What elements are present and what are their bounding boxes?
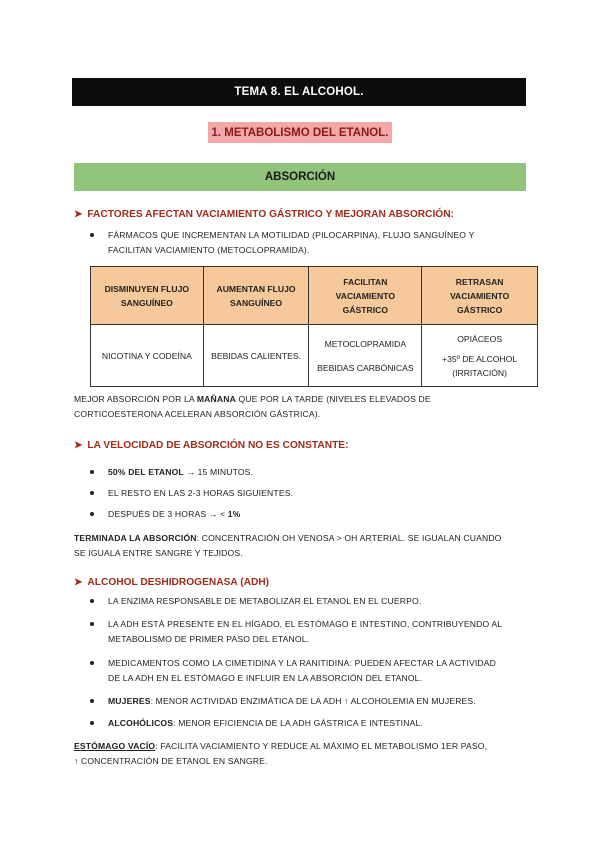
list-item	[90, 465, 510, 480]
text-run: CORTICOESTERONA ACELERAN ABSORCIÓN GÁSTRICA).	[74, 409, 321, 419]
table-header: DISMINUYEN FLUJO SANGUÍNEO	[91, 267, 204, 325]
arrow-icon: ➤	[74, 209, 83, 220]
table-cell: BEBIDAS CALIENTES.	[203, 325, 309, 387]
list-item-text: FÁRMACOS QUE INCREMENTAN LA MOTILIDAD (PILOCARPINA), FLUJO SANGUÍNEO Y	[108, 230, 475, 240]
text-bold: TERMINADA LA ABSORCIÓN	[74, 533, 197, 543]
table-row	[91, 325, 538, 387]
list-item	[90, 694, 510, 709]
table-cell: NICOTINA Y CODEÍNA	[91, 325, 204, 387]
paragraph-manana	[74, 392, 524, 422]
text-run: MEJOR ABSORCIÓN POR LA	[74, 394, 197, 404]
heading-factores-text: FACTORES AFECTAN VACIAMIENTO GÁSTRICO Y MEJORAN ABSORCIÓN:	[87, 209, 454, 220]
text-run: : FACILITA VACIAMIENTO Y REDUCE AL MÁXIMO EL METABOLISMO 1ER PASO,	[155, 741, 488, 751]
table-header: FACILITAN VACIAMIENTO GÁSTRICO	[309, 267, 422, 325]
section-title: 1. METABOLISMO DEL ETANOL.	[208, 122, 392, 143]
subsection-title: ABSORCIÓN	[74, 163, 526, 191]
text-bold: 1%	[227, 509, 241, 519]
bullet-icon	[90, 622, 94, 626]
heading-factores	[74, 209, 454, 220]
bullet-icon	[90, 699, 94, 703]
paragraph-estomago	[74, 739, 524, 769]
cell-line: BEBIDAS CARBÓNICAS	[317, 362, 414, 373]
heading-velocidad	[74, 440, 349, 451]
bullet-icon	[90, 512, 94, 516]
text-run: DESPUÉS DE 3 HORAS → <	[108, 509, 228, 519]
heading-velocidad-text: LA VELOCIDAD DE ABSORCIÓN NO ES CONSTANTE:	[87, 440, 349, 451]
list-item	[90, 594, 510, 609]
table-header-row	[91, 267, 538, 325]
paragraph-terminada	[74, 531, 524, 561]
list-item	[90, 617, 510, 647]
list-item-text: DE LA ADH EN EL ESTÓMAGO E INFLUIR EN LA ABSORCIÓN DEL ETANOL.	[108, 673, 423, 683]
bullet-icon	[90, 661, 94, 665]
heading-adh-text: ALCOHOL DESHIDROGENASA (ADH)	[87, 577, 270, 588]
list-item-text: EL RESTO EN LAS 2-3 HORAS SIGUIENTES.	[108, 488, 294, 498]
text-run: → 15 MINUTOS.	[183, 467, 254, 477]
page-title: TEMA 8. EL ALCOHOL.	[72, 78, 526, 106]
text-run: : CONCENTRACIÓN OH VENOSA > OH ARTERIAL. SE IGUALAN CUANDO	[196, 533, 502, 543]
list-item	[90, 507, 510, 522]
list-item	[90, 656, 510, 686]
text-bold: MAÑANA	[196, 394, 236, 404]
bullet-icon	[90, 599, 94, 603]
bullet-icon	[90, 233, 94, 237]
list-item	[90, 228, 510, 258]
text-run: ↑ CONCENTRACIÓN DE ETANOL EN SANGRE.	[74, 756, 268, 766]
list-item-text: LA ENZIMA RESPONSABLE DE METABOLIZAR EL ETANOL EN EL CUERPO.	[108, 596, 422, 606]
arrow-icon: ➤	[74, 440, 83, 451]
cell-line: METOCLOPRAMIDA	[324, 338, 407, 349]
text-bold: MUJERES	[108, 696, 151, 706]
text-run: QUE POR LA TARDE (NIVELES ELEVADOS DE	[235, 394, 431, 404]
list-item	[90, 716, 510, 731]
table-header: AUMENTAN FLUJO SANGUÍNEO	[203, 267, 309, 325]
text-run: : MENOR ACTIVIDAD ENZIMÁTICA DE LA ADH ↑ ALCOHOLEMIA EN MUJERES.	[150, 696, 476, 706]
bullet-icon	[90, 470, 94, 474]
text-run: SE IGUALA ENTRE SANGRE Y TEJIDOS.	[74, 548, 243, 558]
arrow-icon: ➤	[74, 577, 83, 588]
cell-line: +35º DE ALCOHOL (IRRITACIÓN)	[442, 353, 518, 378]
heading-adh	[74, 577, 269, 588]
list-item-text: LA ADH ESTÁ PRESENTE EN EL HÍGADO, EL ESTÓMAGO E INTESTINO, CONTRIBUYENDO AL	[108, 619, 503, 629]
table-cell	[422, 325, 538, 387]
cell-line: OPIÁCEOS	[457, 333, 503, 344]
table-cell	[309, 325, 422, 387]
list-item-text: FACILITAN VACIAMIENTO (METOCLOPRAMIDA).	[108, 245, 310, 255]
bullet-icon	[90, 491, 94, 495]
list-item	[90, 486, 510, 501]
list-item-text: MEDICAMENTOS COMO LA CIMETIDINA Y LA RANITIDINA: PUEDEN AFECTAR LA ACTIVIDAD	[108, 658, 497, 668]
list-item-text: METABOLISMO DE PRIMER PASO DEL ETANOL.	[108, 634, 310, 644]
text-bold: ALCOHÓLICOS	[108, 718, 174, 728]
factors-table	[90, 266, 538, 387]
text-run: : MENOR EFICIENCIA DE LA ADH GÁSTRICA E INTESTINAL.	[173, 718, 423, 728]
text-bold: 50% DEL ETANOL	[108, 467, 184, 477]
text-bold-underlined: ESTÓMAGO VACÍO	[74, 741, 156, 751]
bullet-icon	[90, 721, 94, 725]
table-header: RETRASAN VACIAMIENTO GÁSTRICO	[422, 267, 538, 325]
